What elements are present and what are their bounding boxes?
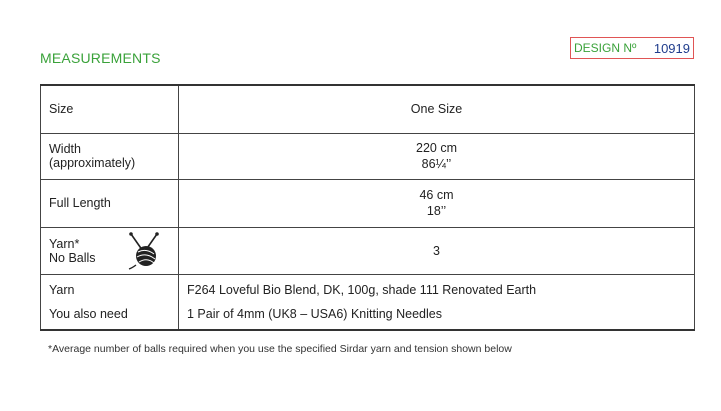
size-value: One Size (179, 85, 695, 133)
table-row-width (41, 133, 695, 179)
size-label: Size (41, 85, 179, 133)
full-length-value-cell (179, 179, 695, 227)
width-label-cell (41, 133, 179, 179)
yarn-need-value-cell (179, 274, 695, 330)
needles-value: 1 Pair of 4mm (UK8 – USA6) Knitting Needles (187, 306, 442, 321)
yarn-need-label-cell (41, 274, 179, 330)
footnote: *Average number of balls required when you use the specified Sirdar yarn and tension shown below (48, 343, 512, 355)
width-value-cm: 220 cm (416, 141, 457, 155)
table-row-yarn-balls (41, 227, 695, 274)
design-label: DESIGN Nº (574, 41, 637, 55)
yarn-label: Yarn (49, 282, 75, 297)
measurements-table (40, 84, 695, 331)
design-number: 10919 (653, 40, 690, 56)
width-value-in: 86¼’’ (421, 157, 452, 171)
width-label: Width (49, 142, 81, 156)
section-title: MEASUREMENTS (40, 50, 161, 66)
full-length-value-in: 18’’ (426, 204, 447, 218)
width-value-cell (179, 133, 695, 179)
yarn-balls-label-note: No Balls (49, 250, 96, 265)
design-number-box (570, 37, 694, 59)
full-length-value-cm: 46 cm (419, 188, 454, 202)
yarn-value: F264 Loveful Bio Blend, DK, 100g, shade 111 Renovated Earth (187, 282, 537, 297)
yarn-balls-label-cell (41, 227, 179, 274)
table-row-yarn-need (41, 274, 695, 330)
yarn-balls-label: Yarn* (49, 236, 80, 251)
table-row-full-length (41, 179, 695, 227)
yarn-balls-value: 3 (179, 227, 695, 274)
you-also-need-label: You also need (49, 306, 128, 321)
yarn-ball-icon (127, 232, 161, 270)
width-label-note: (approximately) (49, 156, 136, 170)
table-row-size (41, 85, 695, 133)
full-length-label: Full Length (41, 179, 179, 227)
